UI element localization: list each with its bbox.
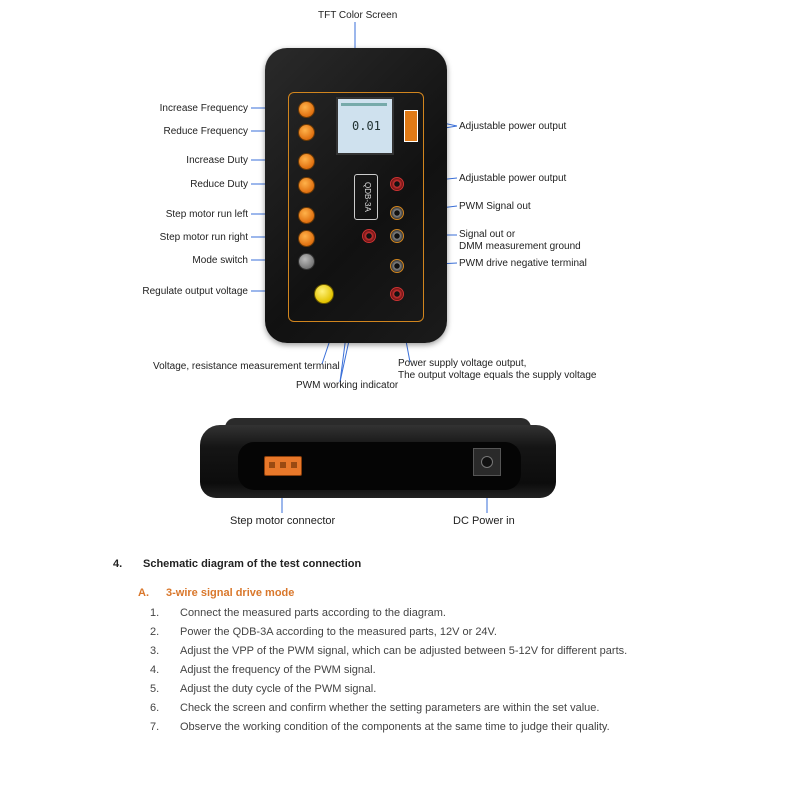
label-reduce-duty: Reduce Duty [190, 179, 248, 190]
label-supply-output-2: The output voltage equals the supply voltage [398, 370, 597, 381]
subsection-title: 3-wire signal drive mode [166, 587, 295, 599]
signal-ground-jack[interactable] [390, 229, 404, 243]
label-increase-duty: Increase Duty [186, 155, 248, 166]
subsection-heading [138, 587, 294, 599]
label-dc-power: DC Power in [453, 515, 515, 527]
list-item: 1. Connect the measured parts according to the diagram. [150, 607, 446, 619]
power-output-jack[interactable] [390, 177, 404, 191]
list-item: 2. Power the QDB-3A according to the measured parts, 12V or 24V. [150, 626, 497, 638]
label-mode-switch: Mode switch [192, 255, 248, 266]
label-pwm-out: PWM Signal out [459, 201, 531, 212]
pwm-out-jack[interactable] [390, 206, 404, 220]
increase-duty-button[interactable] [298, 153, 315, 170]
label-step-left: Step motor run left [165, 209, 248, 220]
step-motor-connector[interactable] [264, 456, 302, 476]
supply-output-jack[interactable] [390, 287, 404, 301]
label-adjustable-power-2: Adjustable power output [459, 173, 567, 184]
voltage-knob[interactable] [314, 284, 334, 304]
step-left-button[interactable] [298, 207, 315, 224]
list-item: 4. Adjust the frequency of the PWM signal. [150, 664, 376, 676]
measurement-terminal-jack[interactable] [362, 229, 376, 243]
label-pwm-indicator: PWM working indicator [296, 380, 399, 391]
list-item: 5. Adjust the duty cycle of the PWM signal. [150, 683, 377, 695]
label-step-right: Step motor run right [159, 232, 248, 243]
model-label: QDB-3A [354, 174, 378, 220]
label-reduce-frequency: Reduce Frequency [163, 126, 248, 137]
list-item: 3. Adjust the VPP of the PWM signal, which can be adjusted between 5-12V for different parts. [150, 645, 628, 657]
section-title: Schematic diagram of the test connection [143, 558, 362, 570]
label-pwm-negative: PWM drive negative terminal [459, 258, 587, 269]
label-tft-screen: TFT Color Screen [318, 10, 398, 21]
mode-switch-button[interactable] [298, 253, 315, 270]
screen-value: 0.01 [352, 119, 381, 133]
tft-screen [336, 97, 394, 155]
step-list [150, 605, 640, 738]
label-supply-output-1: Power supply voltage output, [398, 358, 527, 369]
label-adjustable-power-1: Adjustable power output [459, 121, 567, 132]
pwm-negative-jack[interactable] [390, 259, 404, 273]
increase-frequency-button[interactable] [298, 101, 315, 118]
section-heading [113, 558, 361, 570]
label-dmm-ground: DMM measurement ground [459, 241, 581, 252]
dc-power-jack[interactable] [473, 448, 501, 476]
step-right-button[interactable] [298, 230, 315, 247]
label-increase-frequency: Increase Frequency [159, 103, 248, 114]
label-signal-out: Signal out or [459, 229, 516, 240]
subsection-number: A. [138, 587, 149, 599]
label-step-connector: Step motor connector [230, 515, 336, 527]
reduce-duty-button[interactable] [298, 177, 315, 194]
label-measurement-terminal: Voltage, resistance measurement terminal [153, 361, 340, 372]
list-item: 6. Check the screen and confirm whether the setting parameters are within the set value. [150, 702, 600, 714]
section-number: 4. [113, 558, 123, 570]
brand-logo [404, 110, 418, 142]
reduce-frequency-button[interactable] [298, 124, 315, 141]
label-regulate-voltage: Regulate output voltage [142, 286, 248, 297]
list-item: 7. Observe the working condition of the components at the same time to judge their quality. [150, 721, 610, 733]
